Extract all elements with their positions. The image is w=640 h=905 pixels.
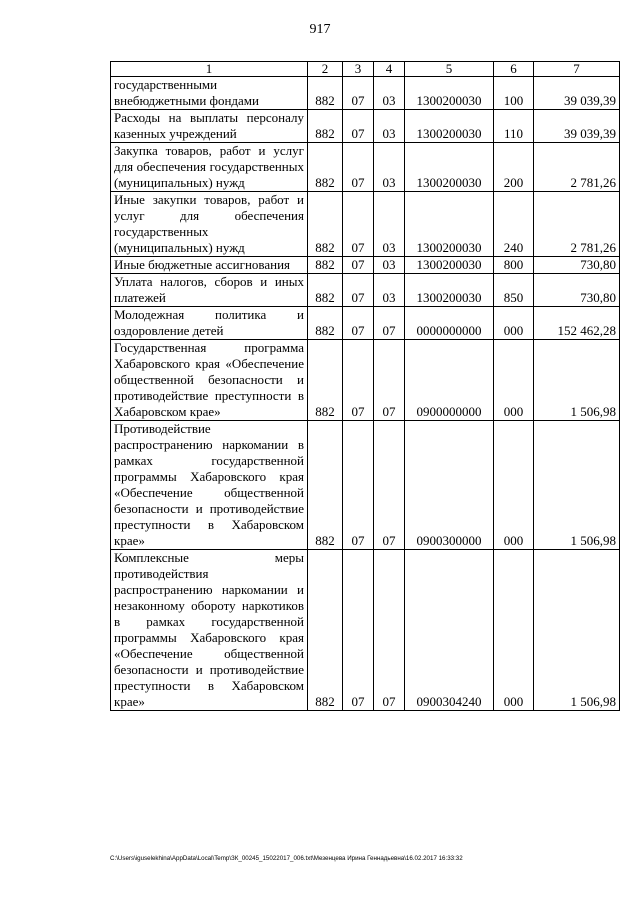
row-code-3: 07 bbox=[343, 192, 374, 257]
row-amount: 152 462,28 bbox=[534, 307, 620, 340]
header-col-5: 5 bbox=[405, 62, 494, 77]
row-amount: 730,80 bbox=[534, 257, 620, 274]
table-row bbox=[111, 307, 620, 340]
row-code-4: 03 bbox=[374, 110, 405, 143]
row-code-5: 1300200030 bbox=[405, 143, 494, 192]
row-code-5: 0900300000 bbox=[405, 421, 494, 550]
row-code-6: 110 bbox=[494, 110, 534, 143]
row-code-2: 882 bbox=[308, 340, 343, 421]
row-code-2: 882 bbox=[308, 192, 343, 257]
row-code-2: 882 bbox=[308, 550, 343, 711]
row-code-4: 03 bbox=[374, 77, 405, 110]
file-path-footer: C:\Users\iguselekhina\AppData\Local\Temp\ЗК_00245_15022017_006.txt\Мезенцева Ирина Геннадьевна\16.02.2017 16:33:32 bbox=[110, 855, 463, 862]
row-code-3: 07 bbox=[343, 421, 374, 550]
row-code-3: 07 bbox=[343, 77, 374, 110]
row-code-5: 0000000000 bbox=[405, 307, 494, 340]
row-code-6: 240 bbox=[494, 192, 534, 257]
row-code-6: 000 bbox=[494, 307, 534, 340]
table-row bbox=[111, 77, 620, 110]
row-code-4: 07 bbox=[374, 550, 405, 711]
row-code-6: 200 bbox=[494, 143, 534, 192]
row-code-2: 882 bbox=[308, 307, 343, 340]
table-row bbox=[111, 110, 620, 143]
row-code-6: 100 bbox=[494, 77, 534, 110]
table-row bbox=[111, 143, 620, 192]
row-name: Иные закупки товаров, работ и услуг для обеспечения государственных (муниципальных) нужд bbox=[111, 192, 308, 257]
row-amount: 1 506,98 bbox=[534, 550, 620, 711]
row-amount: 2 781,26 bbox=[534, 192, 620, 257]
row-amount: 1 506,98 bbox=[534, 421, 620, 550]
row-code-5: 0900000000 bbox=[405, 340, 494, 421]
row-amount: 2 781,26 bbox=[534, 143, 620, 192]
row-amount: 39 039,39 bbox=[534, 77, 620, 110]
row-code-3: 07 bbox=[343, 110, 374, 143]
table-row bbox=[111, 192, 620, 257]
row-code-5: 1300200030 bbox=[405, 77, 494, 110]
row-name: Уплата налогов, сборов и иных платежей bbox=[111, 274, 308, 307]
row-code-3: 07 bbox=[343, 257, 374, 274]
row-amount: 1 506,98 bbox=[534, 340, 620, 421]
row-name: Государственная программа Хабаровского края «Обеспечение общественной безопасности и противодействие преступности в Хабаровском крае» bbox=[111, 340, 308, 421]
table-row bbox=[111, 257, 620, 274]
row-code-2: 882 bbox=[308, 257, 343, 274]
row-amount: 39 039,39 bbox=[534, 110, 620, 143]
row-code-4: 03 bbox=[374, 257, 405, 274]
table-row bbox=[111, 421, 620, 550]
row-code-2: 882 bbox=[308, 421, 343, 550]
row-code-3: 07 bbox=[343, 550, 374, 711]
row-code-5: 1300200030 bbox=[405, 274, 494, 307]
row-name: Молодежная политика и оздоровление детей bbox=[111, 307, 308, 340]
table-row bbox=[111, 274, 620, 307]
row-code-3: 07 bbox=[343, 274, 374, 307]
row-code-3: 07 bbox=[343, 307, 374, 340]
row-code-5: 1300200030 bbox=[405, 192, 494, 257]
row-code-3: 07 bbox=[343, 143, 374, 192]
row-code-4: 07 bbox=[374, 307, 405, 340]
header-col-7: 7 bbox=[534, 62, 620, 77]
header-col-4: 4 bbox=[374, 62, 405, 77]
row-code-2: 882 bbox=[308, 274, 343, 307]
row-code-4: 07 bbox=[374, 340, 405, 421]
header-col-2: 2 bbox=[308, 62, 343, 77]
row-code-5: 0900304240 bbox=[405, 550, 494, 711]
row-code-6: 000 bbox=[494, 421, 534, 550]
table-row bbox=[111, 340, 620, 421]
header-col-1: 1 bbox=[111, 62, 308, 77]
budget-table bbox=[110, 61, 620, 711]
row-code-6: 850 bbox=[494, 274, 534, 307]
row-name: Расходы на выплаты персоналу казенных учреждений bbox=[111, 110, 308, 143]
row-name: Противодействие распространению наркомании в рамках государственной программы Хабаровского края «Обеспечение общественной безопасности и противодействие преступности в Хабаровском крае» bbox=[111, 421, 308, 550]
header-col-6: 6 bbox=[494, 62, 534, 77]
row-code-2: 882 bbox=[308, 110, 343, 143]
row-name: Комплексные меры противодействия распространению наркомании и незаконному обороту наркотиков в рамках государственной программы Хабаровского края «Обеспечение общественной безопасности и противодействие преступности в Хабаровском крае» bbox=[111, 550, 308, 711]
page-number: 917 bbox=[309, 22, 331, 37]
row-amount: 730,80 bbox=[534, 274, 620, 307]
row-code-2: 882 bbox=[308, 77, 343, 110]
row-code-4: 03 bbox=[374, 192, 405, 257]
header-row bbox=[111, 62, 620, 77]
header-col-3: 3 bbox=[343, 62, 374, 77]
row-code-4: 03 bbox=[374, 143, 405, 192]
row-code-6: 000 bbox=[494, 550, 534, 711]
row-name: государственными внебюджетными фондами bbox=[111, 77, 308, 110]
row-code-6: 800 bbox=[494, 257, 534, 274]
row-code-2: 882 bbox=[308, 143, 343, 192]
row-name: Иные бюджетные ассигнования bbox=[111, 257, 308, 274]
row-code-5: 1300200030 bbox=[405, 110, 494, 143]
row-name: Закупка товаров, работ и услуг для обеспечения государственных (муниципальных) нужд bbox=[111, 143, 308, 192]
row-code-4: 07 bbox=[374, 421, 405, 550]
row-code-5: 1300200030 bbox=[405, 257, 494, 274]
row-code-4: 03 bbox=[374, 274, 405, 307]
row-code-3: 07 bbox=[343, 340, 374, 421]
row-code-6: 000 bbox=[494, 340, 534, 421]
table-row bbox=[111, 550, 620, 711]
